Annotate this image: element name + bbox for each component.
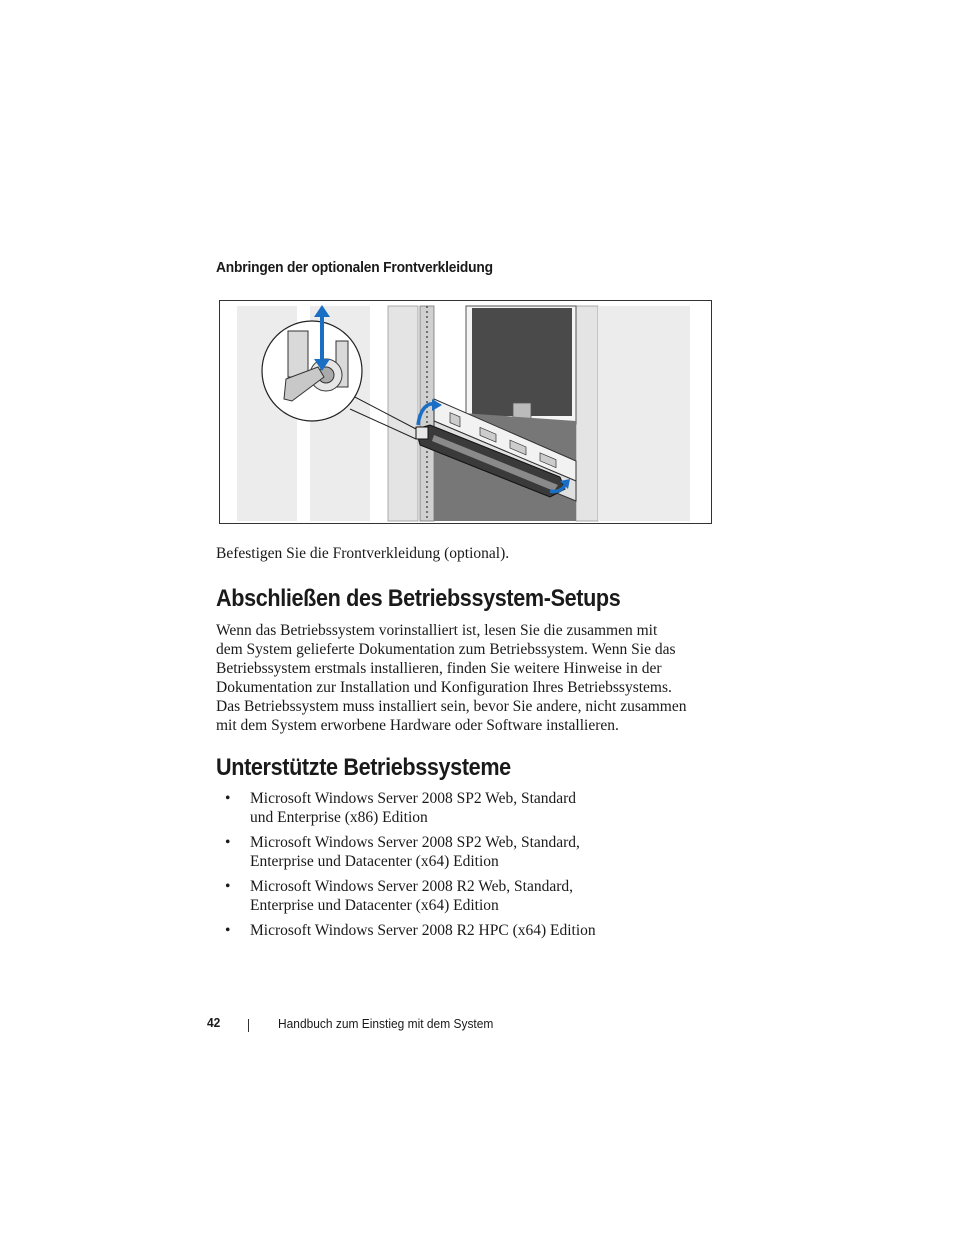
bullet: • (225, 878, 231, 895)
footer-title: Handbuch zum Einstieg mit dem System (278, 1016, 494, 1031)
figure-caption: Befestigen Sie die Frontverkleidung (optional). (216, 545, 510, 562)
figure-title: Anbringen der optionalen Frontverkleidung (216, 259, 493, 276)
bullet: • (225, 834, 231, 851)
paragraph-line: Dokumentation zur Installation und Konfiguration Ihres Betriebssystems. (216, 679, 672, 696)
list-item-line: Microsoft Windows Server 2008 R2 Web, Standard, (250, 878, 574, 895)
paragraph-line: Das Betriebssystem muss installiert sein, bevor Sie andere, nicht zusammen (216, 698, 687, 715)
monitor-screen (472, 308, 572, 416)
rack-rail-right (576, 306, 598, 521)
list-item (216, 833, 711, 871)
footer-divider (248, 1019, 249, 1032)
list-item-line: Microsoft Windows Server 2008 SP2 Web, Standard, (250, 834, 580, 851)
section-heading-os-setup: Abschließen des Betriebssystem-Setups (216, 585, 621, 612)
paragraph-line: dem System gelieferte Dokumentation zum Betriebssystem. Wenn Sie das (216, 641, 676, 658)
os-setup-paragraph (216, 621, 711, 735)
list-item (216, 877, 711, 915)
bullet: • (225, 922, 231, 939)
paragraph-line: mit dem System erworbene Hardware oder Software installieren. (216, 717, 619, 734)
bezel-illustration-svg (220, 301, 711, 523)
list-item (216, 921, 711, 940)
footer-page-number: 42 (207, 1015, 221, 1030)
rack-panel-right (598, 306, 690, 521)
list-item-line: Enterprise und Datacenter (x64) Edition (250, 853, 499, 870)
list-item (216, 789, 711, 827)
bezel-installation-illustration (219, 300, 712, 524)
list-item-line: Microsoft Windows Server 2008 R2 HPC (x64) Edition (250, 922, 596, 939)
list-item-line: Microsoft Windows Server 2008 SP2 Web, Standard (250, 790, 577, 807)
supported-os-list (216, 789, 711, 946)
rack-rail-left (388, 306, 418, 521)
list-item-line: und Enterprise (x86) Edition (250, 809, 428, 826)
paragraph-line: Betriebssystem erstmals installieren, finden Sie weitere Hinweise in der (216, 660, 662, 677)
paragraph-line: Wenn das Betriebssystem vorinstalliert ist, lesen Sie die zusammen mit (216, 622, 658, 639)
section-heading-supported-os: Unterstützte Betriebssysteme (216, 754, 511, 781)
list-item-line: Enterprise und Datacenter (x64) Edition (250, 897, 499, 914)
bullet: • (225, 790, 231, 807)
